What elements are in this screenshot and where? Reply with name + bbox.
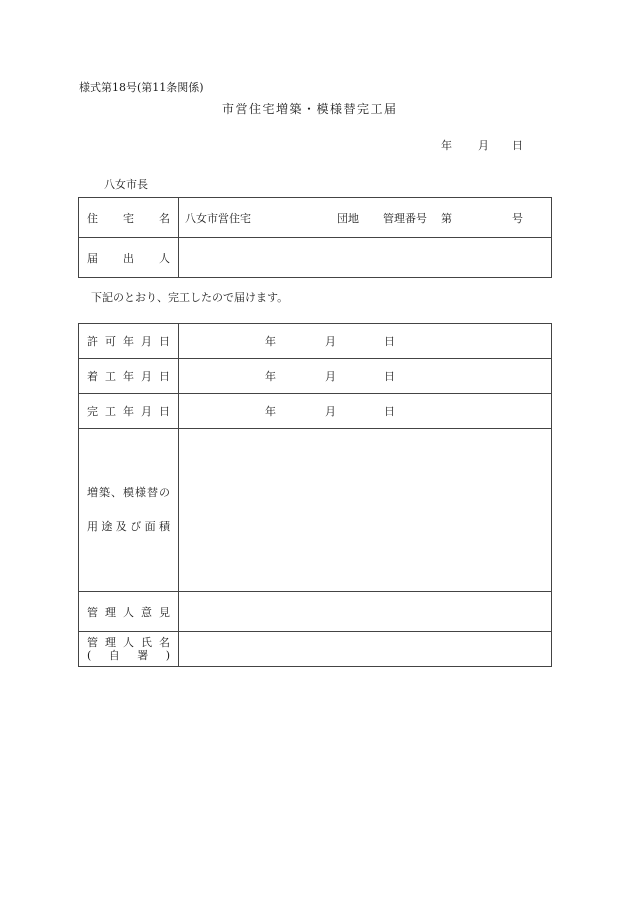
start-day: 日 xyxy=(384,370,395,383)
manager-name-value[interactable] xyxy=(179,632,552,667)
sign-text: (自署) xyxy=(87,649,170,662)
address-prefix: 八女市営住宅 xyxy=(185,211,251,225)
purpose-label-line2: 用途及び面積 xyxy=(87,520,170,533)
complete-date-label: 完工年月日 xyxy=(79,394,179,429)
purpose-label-line1: 増築、模様替の xyxy=(87,486,170,499)
permit-year: 年 xyxy=(265,335,276,348)
form-number: 様式第18号(第11条関係) xyxy=(79,81,204,94)
applicant-label: 届出人 xyxy=(79,238,179,278)
permit-date-value[interactable] xyxy=(179,324,552,359)
permit-date-label: 許可年月日 xyxy=(79,324,179,359)
permit-day: 日 xyxy=(384,335,395,348)
start-year: 年 xyxy=(265,370,276,383)
start-date-label: 着工年月日 xyxy=(79,359,179,394)
complete-month: 月 xyxy=(325,405,336,418)
details-table xyxy=(78,323,552,667)
complete-day: 日 xyxy=(384,405,395,418)
date-day: 日 xyxy=(512,139,523,152)
start-date-value[interactable] xyxy=(179,359,552,394)
address-table xyxy=(78,197,552,278)
date-year: 年 xyxy=(441,139,452,152)
complete-date-value[interactable] xyxy=(179,394,552,429)
kanri-label: 管理番号 xyxy=(383,211,427,225)
opinion-value[interactable] xyxy=(179,592,552,632)
manager-name-label xyxy=(79,632,179,667)
start-month: 月 xyxy=(325,370,336,383)
gou-label: 号 xyxy=(512,211,523,225)
date-month: 月 xyxy=(478,139,489,152)
manager-name-text: 管理人氏名 xyxy=(87,636,170,649)
statement: 下記のとおり、完工したので届けます。 xyxy=(91,291,289,304)
address-value[interactable] xyxy=(179,198,552,238)
purpose-label xyxy=(79,429,179,592)
address-label: 住宅名 xyxy=(79,198,179,238)
dai-label: 第 xyxy=(441,211,452,225)
addressee: 八女市長 xyxy=(104,178,148,191)
applicant-value[interactable] xyxy=(179,238,552,278)
purpose-value[interactable] xyxy=(179,429,552,592)
complete-year: 年 xyxy=(265,405,276,418)
page-title: 市営住宅増築・模様替完工届 xyxy=(222,102,398,116)
opinion-label: 管理人意見 xyxy=(79,592,179,632)
danchi-label: 団地 xyxy=(337,211,359,225)
permit-month: 月 xyxy=(325,335,336,348)
